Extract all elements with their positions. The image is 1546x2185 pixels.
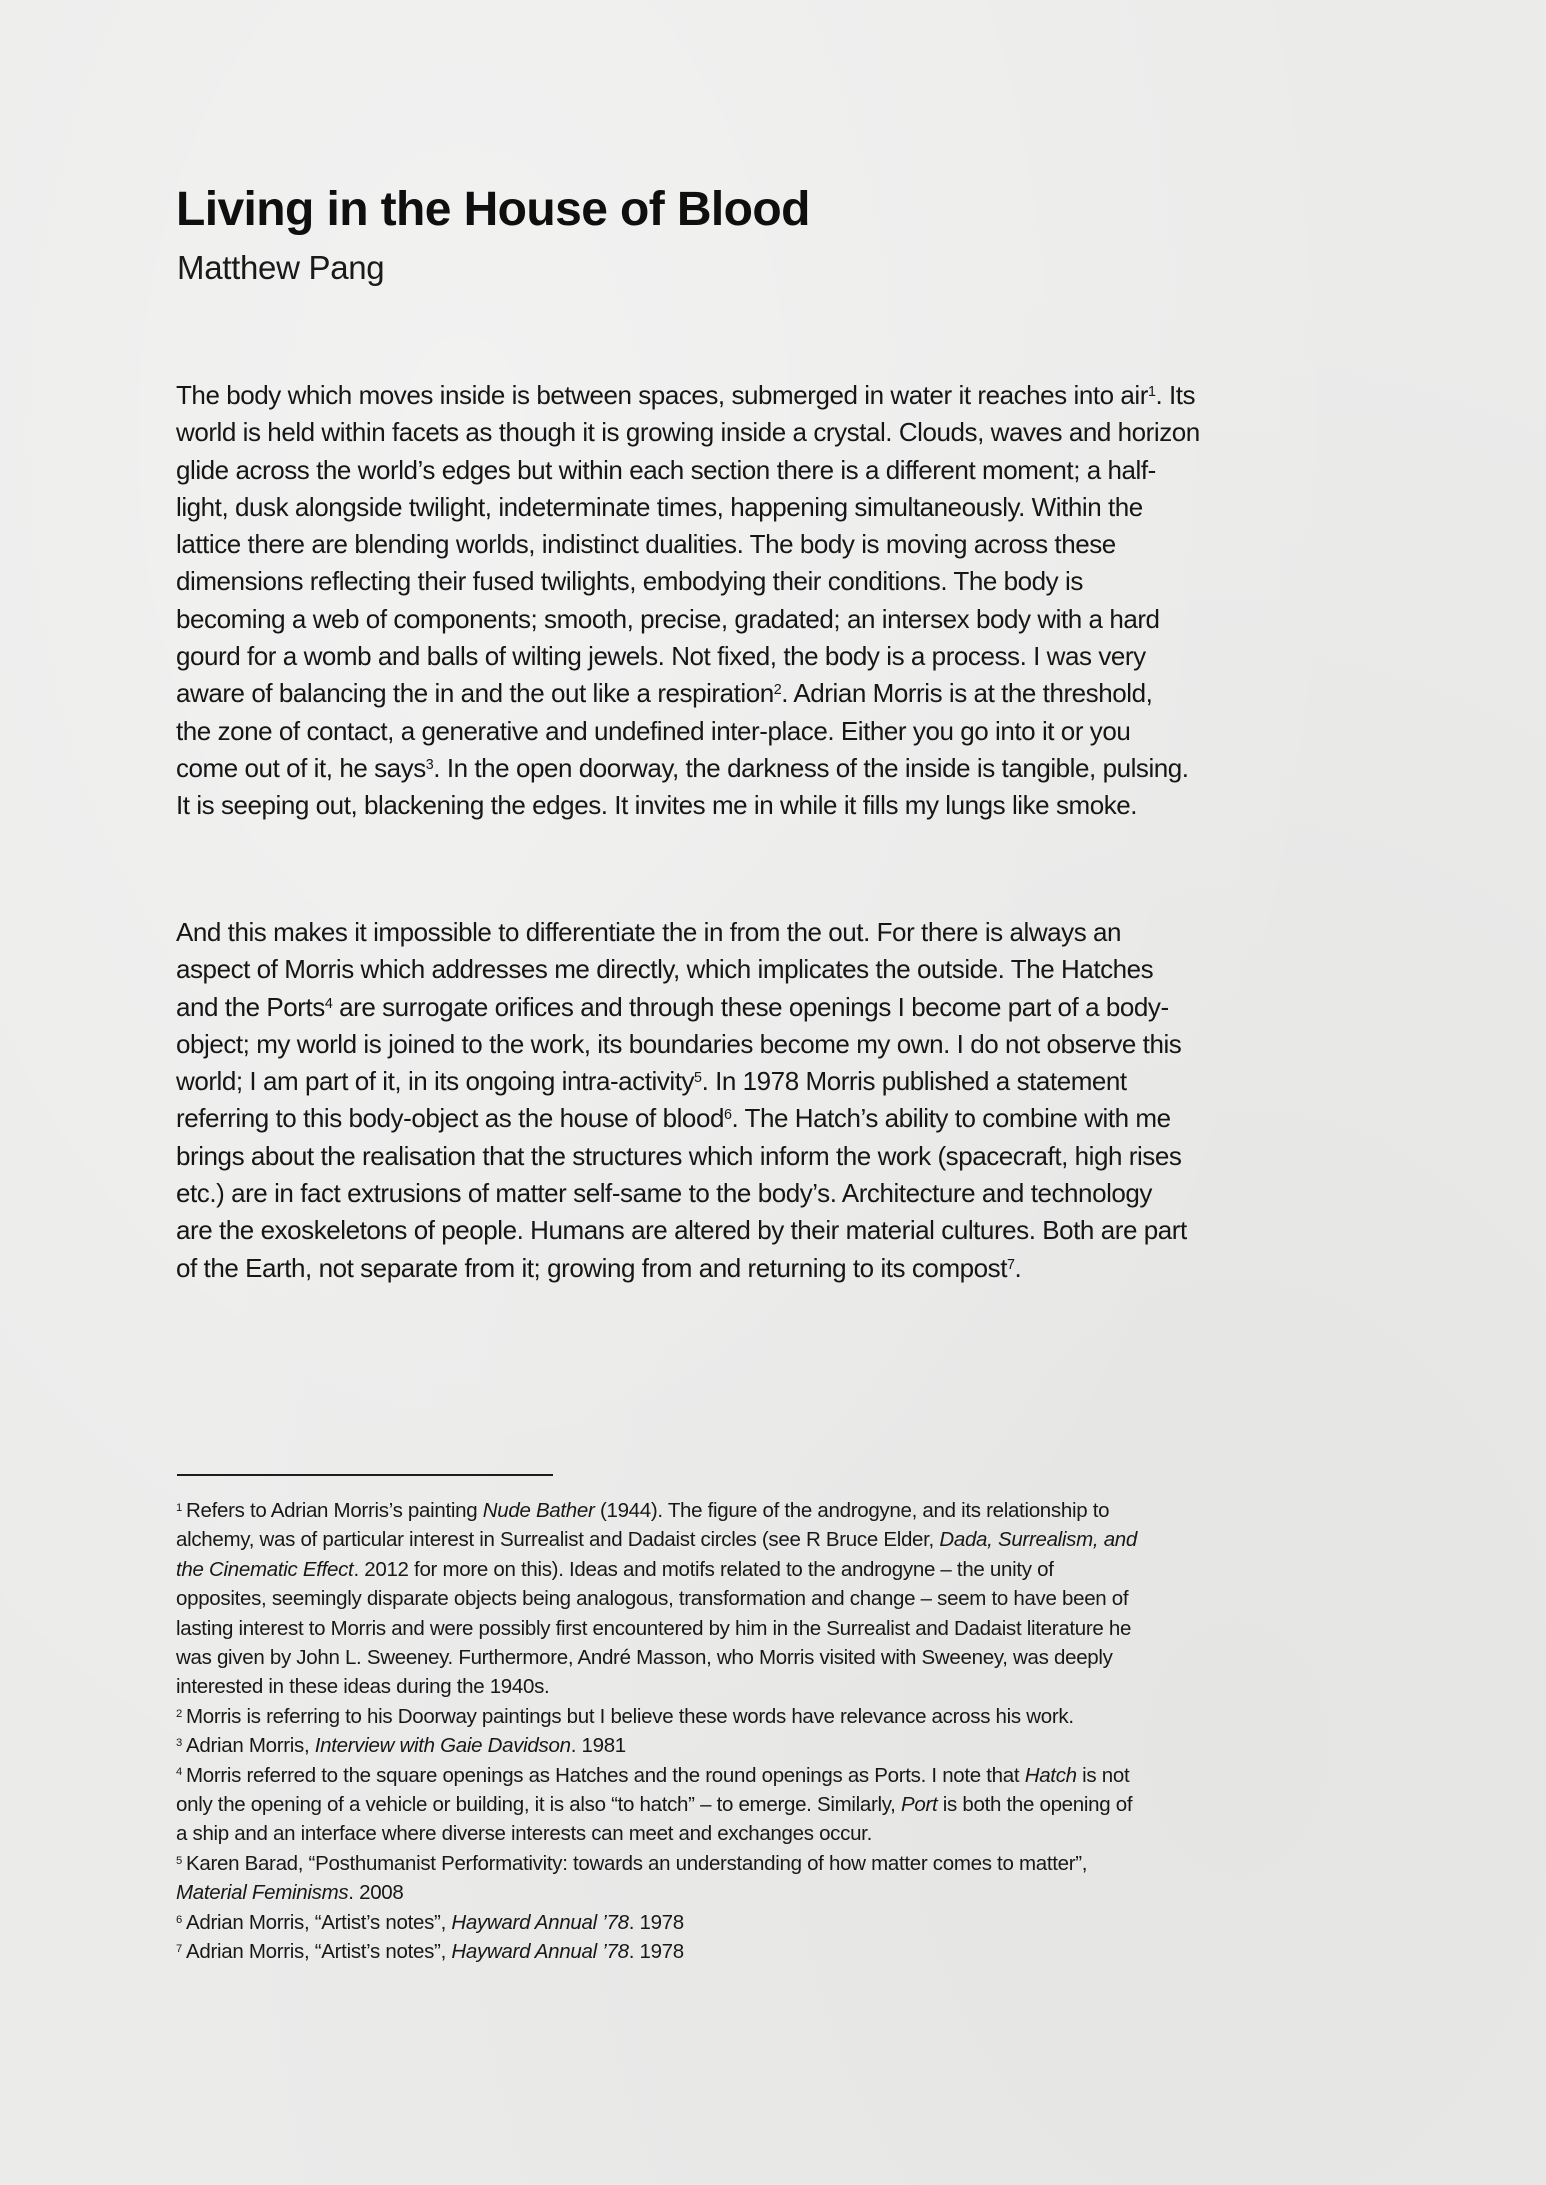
text-line <box>176 489 1200 526</box>
author-name: Matthew Pang <box>177 249 385 286</box>
text-run: Adrian Morris, <box>185 1734 315 1758</box>
text-run: world is held within facets as though it is growing inside a crystal. Clouds, waves and horizon <box>176 417 1200 448</box>
footnote-4 <box>176 1761 1137 1849</box>
text-run: And this makes it impossible to differentiate the in from the out. For there is always an <box>176 917 1122 947</box>
text-run: gourd for a womb and balls of wilting jewels. Not fixed, the body is a process. I was very <box>176 641 1146 672</box>
text-line <box>176 1175 1187 1212</box>
text-line <box>176 1731 1137 1760</box>
text-line <box>176 1584 1137 1613</box>
text-line <box>176 1937 1137 1966</box>
text-run: . In the open doorway, the darkness of the inside is tangible, pulsing. <box>433 752 1189 783</box>
footnote-reference: 4 <box>324 995 333 1012</box>
text-run: It is seeping out, blackening the edges. It invites me in while it fills my lungs like smoke. <box>176 790 1138 821</box>
text-line <box>176 1063 1187 1100</box>
text-run: the zone of contact, a generative and undefined inter-place. Either you go into it or you <box>176 715 1131 746</box>
footnote-reference: 2 <box>773 682 782 699</box>
text-line <box>176 1100 1187 1137</box>
text-run: Adrian Morris, “Artist’s notes”, <box>185 1940 452 1964</box>
footnote-number: 5 <box>176 1854 182 1867</box>
text-run: lasting interest to Morris and were possibly first encountered by him in the Surrealist and Dadaist literature he <box>176 1616 1132 1640</box>
text-line <box>176 1878 1137 1907</box>
text-run: etc.) are in fact extrusions of matter self-same to the body’s. Architecture and technology <box>176 1178 1152 1209</box>
footnote-reference: 7 <box>1007 1256 1015 1273</box>
body-paragraph <box>176 914 1187 1287</box>
text-run: . The Hatch’s ability to combine with me <box>731 1103 1171 1134</box>
text-run: . Its <box>1155 380 1196 410</box>
text-run: are the exoskeletons of people. Humans are altered by their material cultures. Both are part <box>176 1215 1187 1246</box>
text-line <box>176 452 1200 489</box>
text-run: Morris referred to the square openings as Hatches and the round openings as Ports. I note that <box>185 1763 1025 1787</box>
text-line <box>176 989 1187 1026</box>
text-line <box>176 1212 1187 1249</box>
text-run: . 1978 <box>628 1910 684 1934</box>
footnote-reference: 1 <box>1147 384 1156 401</box>
text-line <box>176 1761 1137 1790</box>
text-line <box>176 377 1200 414</box>
text-line <box>176 914 1187 951</box>
footnote-3 <box>176 1731 1137 1760</box>
footnote-number: 2 <box>176 1707 182 1720</box>
italic-title: Hayward Annual ’78 <box>451 1910 629 1934</box>
italic-title: Nude Bather <box>482 1499 595 1522</box>
text-line <box>176 414 1200 451</box>
text-run: brings about the realisation that the structures which inform the work (spacecraft, high rises <box>176 1140 1182 1171</box>
text-line <box>176 601 1200 638</box>
text-run: . <box>1014 1252 1022 1283</box>
text-line <box>176 951 1187 988</box>
text-run: interested in these ideas during the 1940s. <box>176 1675 550 1699</box>
footnote-number: 1 <box>176 1501 182 1514</box>
text-line <box>176 1908 1137 1937</box>
text-run: . Adrian Morris is at the threshold, <box>781 678 1153 709</box>
text-line <box>176 1026 1187 1063</box>
text-run: object; my world is joined to the work, its boundaries become my own. I do not observe this <box>176 1028 1182 1059</box>
text-run: aware of balancing the in and the out like a respiration <box>176 678 774 709</box>
text-line <box>176 1555 1137 1584</box>
text-line <box>176 1819 1137 1848</box>
text-run: of the Earth, not separate from it; growing from and returning to its compost <box>176 1252 1007 1283</box>
text-line <box>176 750 1200 787</box>
footnote-6 <box>176 1908 1137 1937</box>
text-line <box>176 526 1200 563</box>
text-run: are surrogate orifices and through these openings I become part of a body- <box>332 991 1169 1022</box>
text-line <box>176 1496 1137 1525</box>
text-line <box>176 1790 1137 1819</box>
text-run: come out of it, he says <box>176 752 426 783</box>
text-run: only the opening of a vehicle or building, it is also “to hatch” – to emerge. Similarly, <box>176 1793 901 1817</box>
text-line <box>176 1702 1137 1731</box>
footnote-number: 7 <box>176 1942 182 1955</box>
text-run: glide across the world’s edges but within each section there is a different moment; a half- <box>176 454 1156 485</box>
footnote-7 <box>176 1937 1137 1966</box>
text-run: . 2008 <box>348 1881 404 1905</box>
italic-title: Interview with Gaie Davidson <box>314 1734 571 1758</box>
footnotes-section <box>176 1496 1137 1967</box>
text-line <box>176 638 1200 675</box>
footnote-reference: 5 <box>694 1070 702 1087</box>
text-run: aspect of Morris which addresses me directly, which implicates the outside. The Hatches <box>176 954 1154 985</box>
italic-title: Dada, Surrealism, and <box>939 1528 1138 1552</box>
text-line <box>176 1849 1137 1878</box>
text-line <box>176 1643 1137 1672</box>
text-run: Adrian Morris, “Artist’s notes”, <box>185 1910 452 1934</box>
footnote-1 <box>176 1496 1137 1702</box>
footnote-number: 6 <box>176 1913 182 1926</box>
text-run: becoming a web of components; smooth, precise, gradated; an intersex body with a hard <box>176 603 1160 634</box>
text-line <box>176 713 1200 750</box>
text-line <box>176 1138 1187 1175</box>
text-run: The body which moves inside is between spaces, submerged in water it reaches into air <box>176 380 1148 410</box>
text-run: world; I am part of it, in its ongoing intra-activity <box>176 1066 695 1097</box>
text-run: is both the opening of <box>937 1793 1133 1817</box>
footnote-number: 4 <box>176 1766 182 1779</box>
text-run: and the Ports <box>176 991 325 1022</box>
text-run: light, dusk alongside twilight, indeterminate times, happening simultaneously. Within the <box>176 491 1143 522</box>
text-line <box>176 1250 1187 1287</box>
footnote-reference: 6 <box>723 1107 732 1124</box>
text-run: . 1981 <box>570 1734 626 1758</box>
text-line <box>176 1672 1137 1701</box>
text-run: (1944). The figure of the androgyne, and its relationship to <box>594 1499 1110 1522</box>
text-run: . 1978 <box>628 1940 684 1964</box>
italic-title: Port <box>900 1793 938 1817</box>
italic-title: Hatch <box>1024 1763 1077 1787</box>
footnote-number: 3 <box>176 1737 182 1750</box>
text-run: dimensions reflecting their fused twilights, embodying their conditions. The body is <box>176 566 1083 597</box>
text-run: . 2012 for more on this). Ideas and motifs related to the androgyne – the unity of <box>353 1557 1054 1581</box>
text-run: Morris is referring to his Doorway paintings but I believe these words have relevance across his work. <box>185 1704 1074 1728</box>
footnote-5 <box>176 1849 1137 1908</box>
text-line <box>176 787 1200 824</box>
text-run: referring to this body-object as the house of blood <box>176 1103 724 1134</box>
essay-title: Living in the House of Blood <box>176 183 810 236</box>
footnote-reference: 3 <box>425 757 434 774</box>
text-run: a ship and an interface where diverse interests can meet and exchanges occur. <box>176 1822 872 1846</box>
italic-title: Hayward Annual ’78 <box>451 1940 629 1964</box>
italic-title: Material Feminisms <box>176 1881 349 1905</box>
body-paragraph <box>176 377 1200 825</box>
text-line <box>176 563 1200 600</box>
text-run: was given by John L. Sweeney. Furthermore, André Masson, who Morris visited with Sweeney, was deeply <box>176 1646 1113 1670</box>
text-run: is not <box>1076 1763 1130 1787</box>
italic-title: the Cinematic Effect <box>176 1557 354 1581</box>
text-line <box>176 1525 1137 1554</box>
text-line <box>176 675 1200 712</box>
footnote-2 <box>176 1702 1137 1731</box>
text-run: opposites, seemingly disparate objects being analogous, transformation and change – seem to have been of <box>176 1587 1129 1611</box>
footnote-separator <box>177 1474 553 1476</box>
text-run: alchemy, was of particular interest in Surrealist and Dadaist circles (see R Bruce Elder, <box>176 1528 940 1552</box>
text-run: Karen Barad, “Posthumanist Performativity: towards an understanding of how matter comes to matter”, <box>185 1851 1088 1875</box>
text-run: lattice there are blending worlds, indistinct dualities. The body is moving across these <box>176 529 1116 560</box>
text-line <box>176 1614 1137 1643</box>
text-run: Refers to Adrian Morris’s painting <box>185 1499 483 1522</box>
text-run: . In 1978 Morris published a statement <box>701 1066 1127 1097</box>
